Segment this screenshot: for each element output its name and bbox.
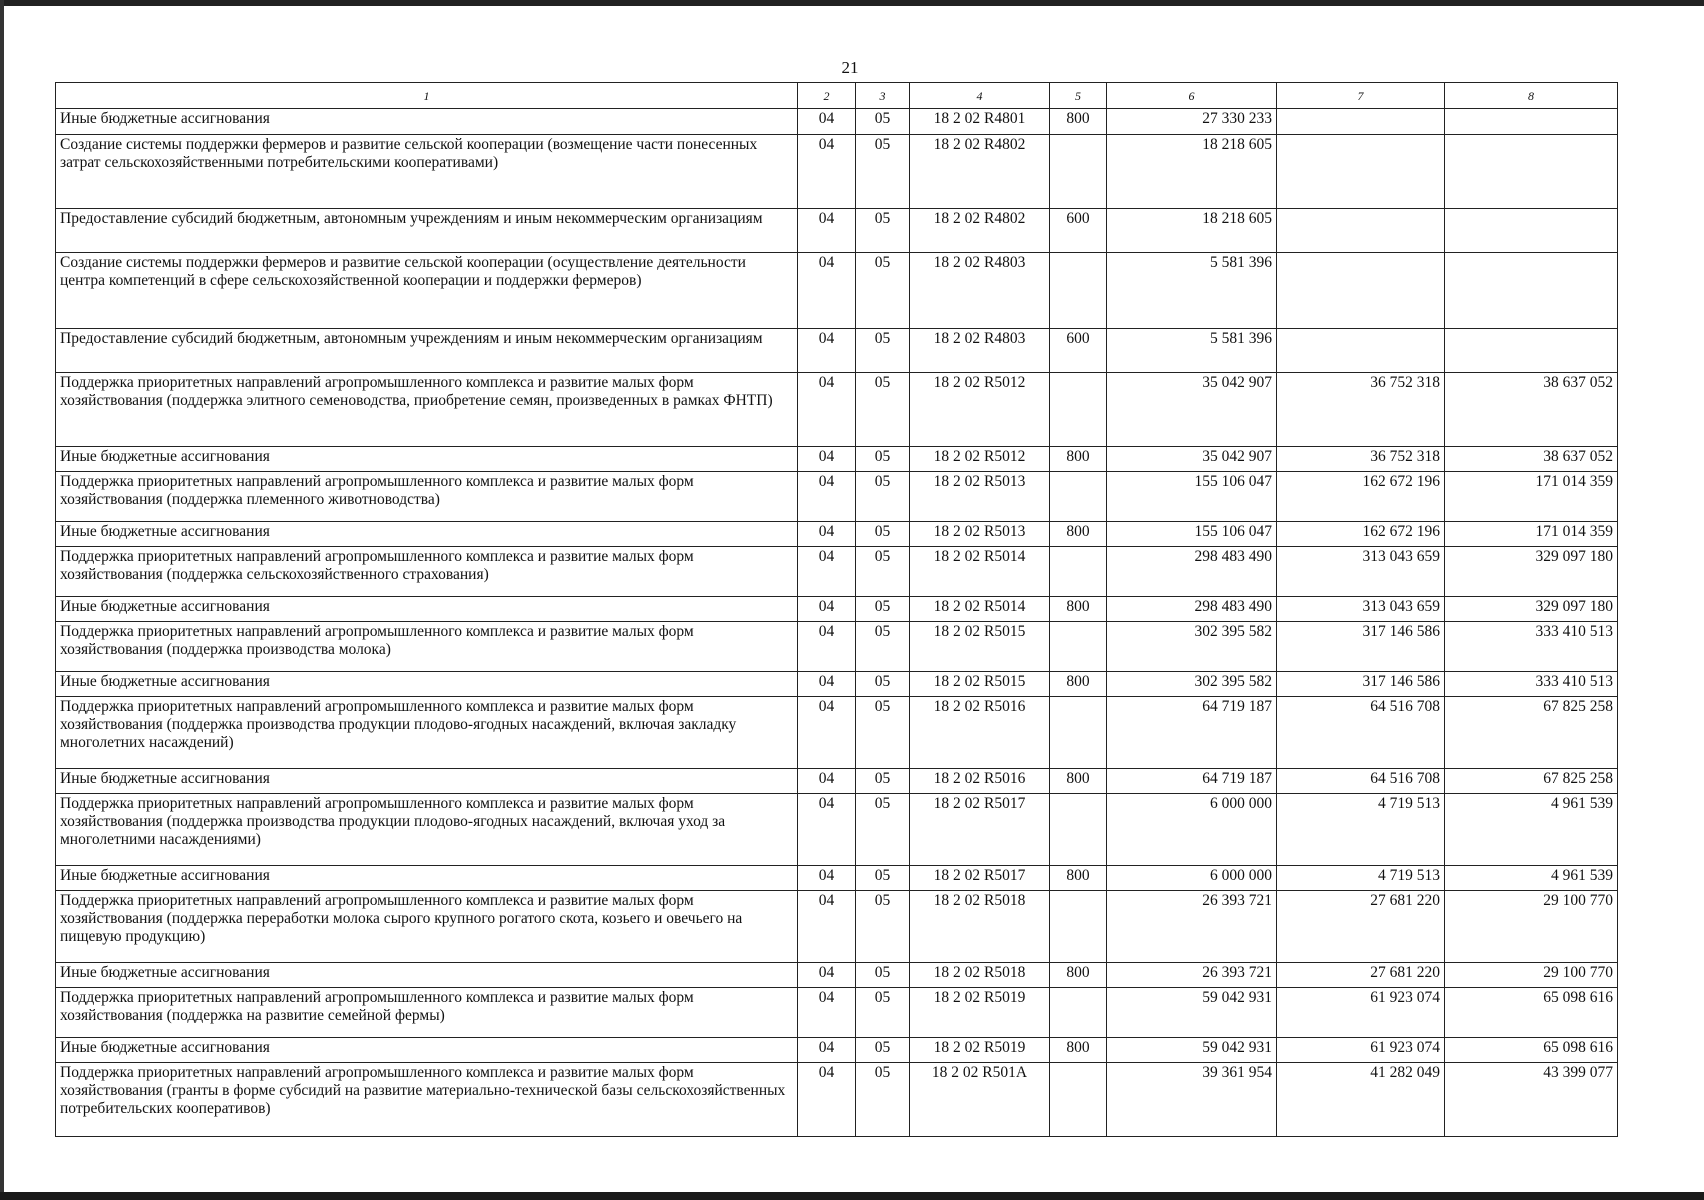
row-target-code: 18 2 02 R5017 (910, 866, 1050, 891)
row-amount-col8 (1445, 253, 1618, 329)
row-amount-col6: 64 719 187 (1107, 769, 1277, 794)
header-col-1: 1 (56, 83, 798, 109)
row-section: 04 (798, 209, 856, 253)
header-col-6: 6 (1107, 83, 1277, 109)
row-target-code: 18 2 02 R4802 (910, 135, 1050, 209)
row-amount-col8: 171 014 359 (1445, 472, 1618, 522)
row-amount-col8: 38 637 052 (1445, 373, 1618, 447)
table-row (56, 547, 1618, 597)
row-subsection: 05 (856, 522, 910, 547)
row-expense-type: 600 (1050, 329, 1107, 373)
row-subsection: 05 (856, 794, 910, 866)
row-amount-col7 (1277, 109, 1445, 135)
row-name: Поддержка приоритетных направлений агропромышленного комплекса и развитие малых форм хозяйствования (поддержка переработки молока сырого крупного рогатого скота, козьего и овечьего на пищевую продукцию) (56, 891, 798, 963)
row-section: 04 (798, 522, 856, 547)
scan-border-top (0, 0, 1704, 6)
row-subsection: 05 (856, 769, 910, 794)
row-name: Иные бюджетные ассигнования (56, 672, 798, 697)
row-amount-col8 (1445, 109, 1618, 135)
row-name: Иные бюджетные ассигнования (56, 866, 798, 891)
page-number: 21 (841, 58, 859, 77)
row-name: Поддержка приоритетных направлений агропромышленного комплекса и развитие малых форм хозяйствования (поддержка на развитие семейной фермы) (56, 988, 798, 1038)
row-name: Поддержка приоритетных направлений агропромышленного комплекса и развитие малых форм хозяйствования (поддержка элитного семеноводства, приобретение семян, произведенных в рамках ФНТП) (56, 373, 798, 447)
row-section: 04 (798, 373, 856, 447)
header-col-3: 3 (856, 83, 910, 109)
row-amount-col6: 155 106 047 (1107, 522, 1277, 547)
row-subsection: 05 (856, 547, 910, 597)
table-row (56, 988, 1618, 1038)
row-target-code: 18 2 02 R5018 (910, 963, 1050, 988)
row-name: Иные бюджетные ассигнования (56, 1038, 798, 1063)
header-col-5: 5 (1050, 83, 1107, 109)
row-expense-type (1050, 135, 1107, 209)
row-amount-col8: 67 825 258 (1445, 697, 1618, 769)
row-amount-col7: 313 043 659 (1277, 597, 1445, 622)
row-section: 04 (798, 988, 856, 1038)
row-name: Поддержка приоритетных направлений агропромышленного комплекса и развитие малых форм хозяйствования (поддержка сельскохозяйственного страхования) (56, 547, 798, 597)
row-amount-col6: 59 042 931 (1107, 988, 1277, 1038)
row-target-code: 18 2 02 R5015 (910, 622, 1050, 672)
row-amount-col7: 61 923 074 (1277, 988, 1445, 1038)
row-amount-col6: 298 483 490 (1107, 597, 1277, 622)
row-target-code: 18 2 02 R4803 (910, 329, 1050, 373)
row-section: 04 (798, 135, 856, 209)
row-section: 04 (798, 447, 856, 472)
row-amount-col8: 38 637 052 (1445, 447, 1618, 472)
table-row (56, 672, 1618, 697)
row-amount-col8: 171 014 359 (1445, 522, 1618, 547)
budget-table (55, 82, 1618, 1137)
row-target-code: 18 2 02 R4801 (910, 109, 1050, 135)
row-amount-col7 (1277, 135, 1445, 209)
table-row (56, 253, 1618, 329)
row-subsection: 05 (856, 209, 910, 253)
row-amount-col8: 65 098 616 (1445, 1038, 1618, 1063)
row-amount-col6: 27 330 233 (1107, 109, 1277, 135)
row-section: 04 (798, 672, 856, 697)
row-amount-col7: 36 752 318 (1277, 447, 1445, 472)
row-amount-col8: 329 097 180 (1445, 547, 1618, 597)
row-amount-col8 (1445, 209, 1618, 253)
table-row (56, 1038, 1618, 1063)
row-amount-col7: 4 719 513 (1277, 866, 1445, 891)
row-amount-col8 (1445, 135, 1618, 209)
table-row (56, 447, 1618, 472)
row-amount-col7: 36 752 318 (1277, 373, 1445, 447)
row-amount-col7 (1277, 329, 1445, 373)
row-name: Создание системы поддержки фермеров и развитие сельской кооперации (осуществление деятельности центра компетенций в сфере сельскохозяйственной кооперации и поддержки фермеров) (56, 253, 798, 329)
row-target-code: 18 2 02 R5013 (910, 472, 1050, 522)
row-target-code: 18 2 02 R5016 (910, 697, 1050, 769)
row-subsection: 05 (856, 373, 910, 447)
table-row (56, 329, 1618, 373)
row-subsection: 05 (856, 891, 910, 963)
row-name: Предоставление субсидий бюджетным, автономным учреждениям и иным некоммерческим организациям (56, 209, 798, 253)
table-row (56, 135, 1618, 209)
row-amount-col7: 313 043 659 (1277, 547, 1445, 597)
row-target-code: 18 2 02 R5014 (910, 547, 1050, 597)
row-target-code: 18 2 02 R5018 (910, 891, 1050, 963)
row-target-code: 18 2 02 R501A (910, 1063, 1050, 1137)
row-target-code: 18 2 02 R5013 (910, 522, 1050, 547)
row-name: Предоставление субсидий бюджетным, автономным учреждениям и иным некоммерческим организациям (56, 329, 798, 373)
row-name: Поддержка приоритетных направлений агропромышленного комплекса и развитие малых форм хозяйствования (гранты в форме субсидий на развитие материально-технической базы сельскохозяйственных потребительских кооперативов) (56, 1063, 798, 1137)
row-expense-type: 800 (1050, 1038, 1107, 1063)
row-subsection: 05 (856, 988, 910, 1038)
row-subsection: 05 (856, 135, 910, 209)
row-amount-col7: 64 516 708 (1277, 697, 1445, 769)
table-row (56, 891, 1618, 963)
row-expense-type (1050, 988, 1107, 1038)
row-name: Иные бюджетные ассигнования (56, 522, 798, 547)
row-expense-type: 800 (1050, 963, 1107, 988)
row-section: 04 (798, 866, 856, 891)
row-subsection: 05 (856, 597, 910, 622)
row-name: Иные бюджетные ассигнования (56, 447, 798, 472)
row-name: Иные бюджетные ассигнования (56, 769, 798, 794)
row-amount-col6: 18 218 605 (1107, 209, 1277, 253)
row-expense-type (1050, 697, 1107, 769)
row-amount-col6: 59 042 931 (1107, 1038, 1277, 1063)
row-name: Иные бюджетные ассигнования (56, 597, 798, 622)
row-name: Создание системы поддержки фермеров и развитие сельской кооперации (возмещение части понесенных затрат сельскохозяйственными потребительскими кооперативами) (56, 135, 798, 209)
row-expense-type (1050, 622, 1107, 672)
row-amount-col8: 4 961 539 (1445, 866, 1618, 891)
row-amount-col6: 26 393 721 (1107, 891, 1277, 963)
table-row (56, 769, 1618, 794)
row-amount-col6: 6 000 000 (1107, 794, 1277, 866)
row-subsection: 05 (856, 329, 910, 373)
table-row (56, 866, 1618, 891)
table-row (56, 522, 1618, 547)
row-expense-type: 800 (1050, 866, 1107, 891)
row-amount-col7: 4 719 513 (1277, 794, 1445, 866)
table-row (56, 209, 1618, 253)
row-name: Поддержка приоритетных направлений агропромышленного комплекса и развитие малых форм хозяйствования (поддержка племенного животноводства) (56, 472, 798, 522)
row-amount-col6: 6 000 000 (1107, 866, 1277, 891)
row-subsection: 05 (856, 622, 910, 672)
row-amount-col8: 43 399 077 (1445, 1063, 1618, 1137)
table-row (56, 963, 1618, 988)
header-col-8: 8 (1445, 83, 1618, 109)
table-row (56, 109, 1618, 135)
row-section: 04 (798, 329, 856, 373)
row-target-code: 18 2 02 R4802 (910, 209, 1050, 253)
row-amount-col8: 4 961 539 (1445, 794, 1618, 866)
row-section: 04 (798, 891, 856, 963)
header-col-7: 7 (1277, 83, 1445, 109)
row-section: 04 (798, 597, 856, 622)
row-subsection: 05 (856, 697, 910, 769)
row-amount-col6: 35 042 907 (1107, 447, 1277, 472)
row-name: Иные бюджетные ассигнования (56, 109, 798, 135)
row-amount-col7: 27 681 220 (1277, 963, 1445, 988)
row-amount-col6: 64 719 187 (1107, 697, 1277, 769)
row-target-code: 18 2 02 R5019 (910, 1038, 1050, 1063)
row-expense-type (1050, 891, 1107, 963)
row-section: 04 (798, 769, 856, 794)
table-row (56, 1063, 1618, 1137)
row-amount-col7: 162 672 196 (1277, 522, 1445, 547)
row-expense-type (1050, 373, 1107, 447)
row-amount-col7: 41 282 049 (1277, 1063, 1445, 1137)
row-target-code: 18 2 02 R5016 (910, 769, 1050, 794)
row-amount-col7: 317 146 586 (1277, 672, 1445, 697)
row-subsection: 05 (856, 672, 910, 697)
row-section: 04 (798, 1063, 856, 1137)
row-expense-type (1050, 1063, 1107, 1137)
row-amount-col8: 333 410 513 (1445, 622, 1618, 672)
row-target-code: 18 2 02 R5012 (910, 447, 1050, 472)
row-section: 04 (798, 253, 856, 329)
row-subsection: 05 (856, 1038, 910, 1063)
row-section: 04 (798, 963, 856, 988)
row-section: 04 (798, 794, 856, 866)
row-subsection: 05 (856, 447, 910, 472)
table-row (56, 373, 1618, 447)
row-amount-col8: 29 100 770 (1445, 963, 1618, 988)
row-expense-type: 600 (1050, 209, 1107, 253)
scan-border-bottom (0, 1192, 1704, 1200)
row-amount-col6: 5 581 396 (1107, 253, 1277, 329)
table-row (56, 697, 1618, 769)
row-amount-col7: 317 146 586 (1277, 622, 1445, 672)
row-amount-col8: 333 410 513 (1445, 672, 1618, 697)
row-amount-col8 (1445, 329, 1618, 373)
row-expense-type: 800 (1050, 672, 1107, 697)
row-amount-col6: 302 395 582 (1107, 672, 1277, 697)
table-row (56, 622, 1618, 672)
row-name: Поддержка приоритетных направлений агропромышленного комплекса и развитие малых форм хозяйствования (поддержка производства продукции плодово-ягодных насаждений, включая закладку многолетних насаждений) (56, 697, 798, 769)
row-amount-col7: 27 681 220 (1277, 891, 1445, 963)
row-expense-type (1050, 253, 1107, 329)
row-subsection: 05 (856, 109, 910, 135)
scan-border-left (0, 0, 4, 1200)
row-amount-col6: 5 581 396 (1107, 329, 1277, 373)
row-amount-col7: 64 516 708 (1277, 769, 1445, 794)
row-subsection: 05 (856, 472, 910, 522)
row-target-code: 18 2 02 R4803 (910, 253, 1050, 329)
row-expense-type: 800 (1050, 109, 1107, 135)
row-expense-type: 800 (1050, 597, 1107, 622)
row-amount-col6: 155 106 047 (1107, 472, 1277, 522)
row-section: 04 (798, 622, 856, 672)
row-amount-col8: 329 097 180 (1445, 597, 1618, 622)
row-subsection: 05 (856, 963, 910, 988)
row-target-code: 18 2 02 R5015 (910, 672, 1050, 697)
row-subsection: 05 (856, 1063, 910, 1137)
row-amount-col6: 302 395 582 (1107, 622, 1277, 672)
row-amount-col6: 298 483 490 (1107, 547, 1277, 597)
row-expense-type (1050, 547, 1107, 597)
row-expense-type: 800 (1050, 522, 1107, 547)
row-amount-col6: 18 218 605 (1107, 135, 1277, 209)
row-amount-col8: 29 100 770 (1445, 891, 1618, 963)
row-amount-col7 (1277, 253, 1445, 329)
row-name: Иные бюджетные ассигнования (56, 963, 798, 988)
row-expense-type (1050, 794, 1107, 866)
row-expense-type: 800 (1050, 447, 1107, 472)
row-section: 04 (798, 109, 856, 135)
row-target-code: 18 2 02 R5012 (910, 373, 1050, 447)
table-row (56, 794, 1618, 866)
row-subsection: 05 (856, 866, 910, 891)
row-amount-col6: 39 361 954 (1107, 1063, 1277, 1137)
header-row (56, 83, 1618, 109)
row-section: 04 (798, 1038, 856, 1063)
row-name: Поддержка приоритетных направлений агропромышленного комплекса и развитие малых форм хозяйствования (поддержка производства продукции плодово-ягодных насаждений, включая уход за многолетними насаждениями) (56, 794, 798, 866)
table-row (56, 597, 1618, 622)
row-amount-col6: 26 393 721 (1107, 963, 1277, 988)
row-target-code: 18 2 02 R5017 (910, 794, 1050, 866)
row-expense-type: 800 (1050, 769, 1107, 794)
row-target-code: 18 2 02 R5019 (910, 988, 1050, 1038)
row-amount-col6: 35 042 907 (1107, 373, 1277, 447)
row-section: 04 (798, 547, 856, 597)
row-section: 04 (798, 472, 856, 522)
row-amount-col7: 61 923 074 (1277, 1038, 1445, 1063)
row-name: Поддержка приоритетных направлений агропромышленного комплекса и развитие малых форм хозяйствования (поддержка производства молока) (56, 622, 798, 672)
header-col-2: 2 (798, 83, 856, 109)
row-amount-col8: 65 098 616 (1445, 988, 1618, 1038)
row-amount-col7 (1277, 209, 1445, 253)
row-section: 04 (798, 697, 856, 769)
row-amount-col8: 67 825 258 (1445, 769, 1618, 794)
row-subsection: 05 (856, 253, 910, 329)
row-expense-type (1050, 472, 1107, 522)
row-target-code: 18 2 02 R5014 (910, 597, 1050, 622)
header-col-4: 4 (910, 83, 1050, 109)
table-row (56, 472, 1618, 522)
row-amount-col7: 162 672 196 (1277, 472, 1445, 522)
